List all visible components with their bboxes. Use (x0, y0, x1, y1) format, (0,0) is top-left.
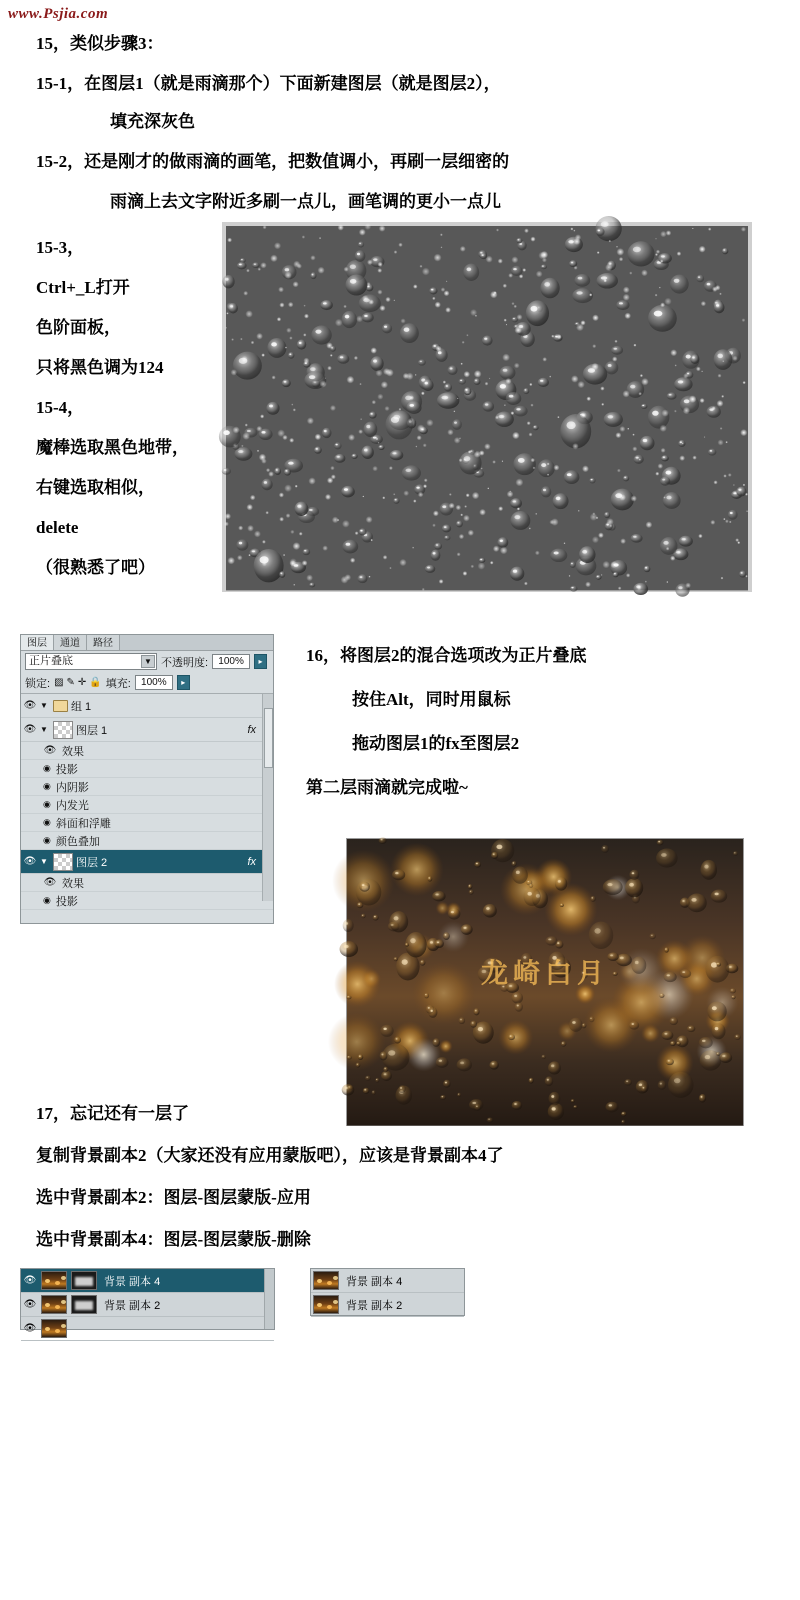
tab-paths[interactable]: 路径 (87, 635, 120, 650)
mini-layer-row-copy4-after[interactable] (311, 1269, 464, 1293)
layer-thumbnail (41, 1319, 67, 1338)
mini-layer-row-partial[interactable] (21, 1317, 274, 1341)
eye-icon[interactable]: 👁 (23, 1323, 37, 1334)
eye-icon[interactable]: 👁 (43, 745, 57, 756)
effect-visibility-icon[interactable]: ◉ (43, 781, 51, 791)
step-15-4-line2: 魔棒选取黑色地带， (36, 438, 189, 457)
chevron-down-icon[interactable]: ▼ (40, 857, 48, 866)
step-17-line4: 选中背景副本4：图层-图层蒙版-删除 (36, 1230, 311, 1249)
site-watermark: www.Psjia.com (8, 6, 109, 22)
effect-bevel-emboss[interactable] (21, 814, 273, 832)
eye-icon[interactable]: 👁 (23, 724, 37, 735)
layer-name-group: 组 1 (71, 700, 92, 713)
step-17-line3: 选中背景副本2：图层-图层蒙版-应用 (36, 1188, 311, 1207)
chevron-down-icon[interactable]: ▼ (40, 701, 48, 710)
effect-visibility-icon[interactable]: ◉ (43, 763, 51, 773)
step-15-4-line4: delete (36, 518, 79, 537)
eye-icon[interactable]: 👁 (43, 877, 57, 888)
effect-inner-glow[interactable] (21, 796, 273, 814)
fill-stepper-icon[interactable]: ▸ (177, 675, 190, 690)
step-15-3-line3: 色阶面板， (36, 318, 121, 337)
effect-visibility-icon[interactable]: ◉ (43, 817, 51, 827)
tab-channels[interactable]: 通道 (54, 635, 87, 650)
chevron-down-icon[interactable]: ▼ (141, 655, 155, 668)
lock-fill-row[interactable] (21, 672, 273, 693)
layers-panel-before[interactable] (20, 1268, 275, 1334)
eye-icon[interactable]: 👁 (23, 1299, 37, 1310)
effect-label: 颜色叠加 (55, 835, 100, 848)
step-16-line4: 第二层雨滴就完成啦~ (306, 778, 468, 797)
all-lock-icon[interactable]: 🔒 (89, 677, 102, 688)
layer-name-layer1: 图层 1 (76, 724, 108, 737)
opacity-stepper-icon[interactable]: ▸ (254, 654, 267, 669)
layer-name-layer2: 图层 2 (76, 856, 108, 869)
step-16-line3: 拖动图层1的fx至图层2 (352, 734, 520, 753)
layer-row-layer1[interactable] (21, 718, 273, 742)
fx-icon[interactable]: fx (247, 855, 256, 868)
fx-icon[interactable]: fx (247, 723, 256, 736)
raindrop-texture-image (226, 226, 748, 590)
effect-visibility-icon[interactable]: ◉ (43, 835, 51, 845)
result-photo-figure (346, 838, 744, 1126)
layer-thumbnail (41, 1295, 67, 1314)
mini-layer-row-copy2-after[interactable] (311, 1293, 464, 1317)
mini-layer-name: 背景 副本 4 (346, 1275, 403, 1288)
step-15-4-line3: 右键选取相似， (36, 478, 155, 497)
fill-value[interactable]: 100% (135, 675, 173, 690)
mini-layer-name: 背景 副本 2 (104, 1299, 161, 1312)
layer-thumbnail (313, 1271, 339, 1290)
effect-visibility-icon[interactable]: ◉ (43, 895, 51, 905)
step-15-title: 15，类似步骤3： (36, 34, 164, 53)
opacity-label: 不透明度: (161, 656, 209, 669)
effect-label: 投影 (55, 895, 78, 908)
mini-layer-name: 背景 副本 4 (104, 1275, 161, 1288)
effects-header-layer2[interactable] (21, 874, 273, 892)
mini-layer-row-copy2[interactable] (21, 1293, 274, 1317)
step-15-2-line2: 雨滴上去文字附近多刷一点儿，画笔调的更小一点儿 (110, 192, 501, 211)
step-15-3-line4: 只将黑色调为124 (36, 358, 164, 377)
effect-visibility-icon[interactable]: ◉ (43, 799, 51, 809)
panel-tab-bar[interactable] (21, 635, 273, 651)
transparency-lock-icon[interactable]: ▨ (54, 677, 64, 688)
panel-scrollbar[interactable] (262, 694, 273, 901)
effect-drop-shadow-2[interactable] (21, 892, 273, 910)
blend-mode-select[interactable] (25, 653, 157, 670)
effect-color-overlay[interactable] (21, 832, 273, 850)
layer-mask-thumbnail[interactable] (71, 1295, 97, 1314)
tab-layers[interactable]: 图层 (21, 635, 54, 650)
effect-drop-shadow[interactable] (21, 760, 273, 778)
effect-label: 斜面和浮雕 (55, 817, 111, 830)
blend-mode-row[interactable] (21, 651, 273, 672)
layer-thumbnail (53, 721, 73, 739)
photo-signature-text: 龙崎白月 (481, 958, 609, 989)
effects-header-layer1[interactable] (21, 742, 273, 760)
layers-panel-after[interactable] (310, 1268, 465, 1316)
eye-icon[interactable]: 👁 (23, 700, 37, 711)
step-15-3-line2: Ctrl+_L打开 (36, 278, 130, 297)
step-15-1-line2: 填充深灰色 (110, 112, 195, 131)
move-lock-icon[interactable]: ✛ (77, 677, 87, 688)
effect-label: 内发光 (55, 799, 89, 812)
lock-label: 锁定: (25, 677, 51, 690)
blend-mode-value: 正片叠底 (29, 655, 73, 667)
folder-icon (53, 700, 68, 712)
lock-icon-group[interactable] (54, 677, 102, 688)
eye-icon[interactable]: 👁 (23, 856, 37, 867)
layer-row-group[interactable] (21, 694, 273, 718)
effect-label: 投影 (55, 763, 78, 776)
chevron-down-icon[interactable]: ▼ (40, 725, 48, 734)
opacity-value[interactable]: 100% (212, 654, 250, 669)
layer-mask-thumbnail[interactable] (71, 1271, 97, 1290)
step-17-line1: 17，忘记还有一层了 (36, 1104, 189, 1123)
step-16-line1: 16，将图层2的混合选项改为正片叠底 (306, 646, 587, 665)
fill-label: 填充: (105, 677, 131, 690)
step-15-4-line1: 15-4， (36, 398, 85, 417)
step-15-2-line1: 15-2，还是刚才的做雨滴的画笔，把数值调小，再刷一层细密的 (36, 152, 510, 171)
effect-inner-shadow[interactable] (21, 778, 273, 796)
effects-label: 效果 (62, 877, 84, 890)
step-15-4-line5: （很熟悉了吧） (36, 558, 155, 577)
photoshop-layers-panel[interactable] (20, 634, 274, 924)
scrollbar-thumb[interactable] (264, 708, 273, 768)
step-15-1-line1: 15-1，在图层1（就是雨滴那个）下面新建图层（就是图层2）， (36, 74, 501, 93)
eye-icon[interactable]: 👁 (23, 1275, 37, 1286)
panel-scrollbar[interactable] (264, 1269, 274, 1329)
layer-thumbnail (313, 1295, 339, 1314)
raindrop-texture-figure (222, 222, 752, 592)
step-17-line2: 复制背景副本2（大家还没有应用蒙版吧），应该是背景副本4了 (36, 1146, 504, 1165)
layer-list[interactable] (21, 693, 273, 908)
mini-layer-row-copy4[interactable] (21, 1269, 274, 1293)
effect-label: 内阴影 (55, 781, 89, 794)
step-15-3-line1: 15-3， (36, 238, 85, 257)
step-16-line2: 按住Alt，同时用鼠标 (352, 690, 511, 709)
mini-layer-name: 背景 副本 2 (346, 1299, 403, 1312)
layer-thumbnail (53, 853, 73, 871)
brush-lock-icon[interactable]: ✎ (66, 677, 75, 688)
layer-row-layer2[interactable] (21, 850, 273, 874)
effects-label: 效果 (62, 745, 84, 758)
layer-thumbnail (41, 1271, 67, 1290)
